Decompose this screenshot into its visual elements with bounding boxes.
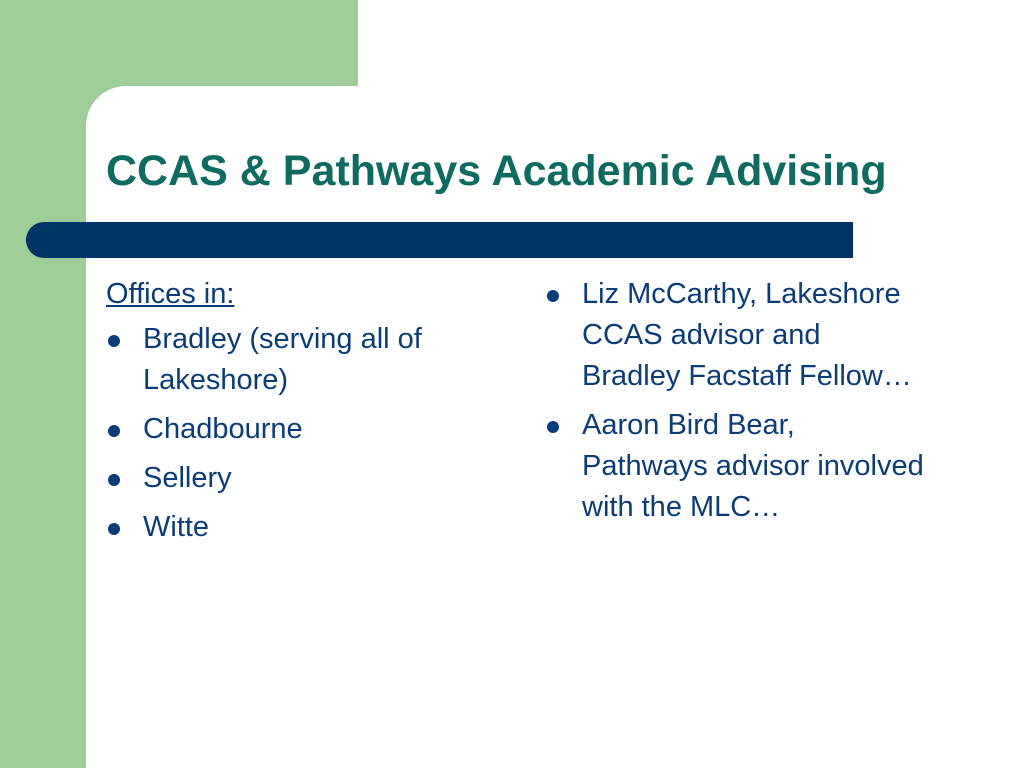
bullet-icon — [547, 421, 559, 433]
list-item-text: Chadbourne — [143, 413, 303, 445]
list-item-text: Liz McCarthy, Lakeshore CCAS advisor and Bradley Facstaff Fellow… — [582, 278, 912, 392]
advisors-list — [545, 274, 925, 528]
left-column — [106, 274, 506, 556]
list-item — [106, 507, 506, 548]
title-accent-bar — [26, 222, 853, 258]
top-white-area — [358, 0, 1024, 86]
right-column — [545, 274, 925, 536]
list-item-text: Witte — [143, 511, 210, 543]
slide-title: CCAS & Pathways Academic Advising — [106, 147, 887, 195]
bullet-icon — [108, 425, 120, 437]
list-item-text: Bradley (serving all of Lakeshore) — [143, 323, 422, 396]
bullet-icon — [547, 290, 559, 302]
list-item — [545, 274, 925, 397]
bullet-icon — [108, 474, 120, 486]
list-item — [106, 409, 506, 450]
bullet-icon — [108, 523, 120, 535]
left-green-band — [0, 0, 86, 768]
list-item — [106, 458, 506, 499]
list-item-text: Sellery — [143, 462, 232, 494]
bullet-icon — [108, 335, 120, 347]
list-item — [106, 319, 506, 401]
offices-list — [106, 319, 506, 548]
list-item — [545, 405, 925, 528]
offices-heading: Offices in: — [106, 278, 235, 310]
list-item-text: Aaron Bird Bear, Pathways advisor involved with the MLC… — [582, 409, 924, 523]
top-green-band — [0, 0, 358, 86]
